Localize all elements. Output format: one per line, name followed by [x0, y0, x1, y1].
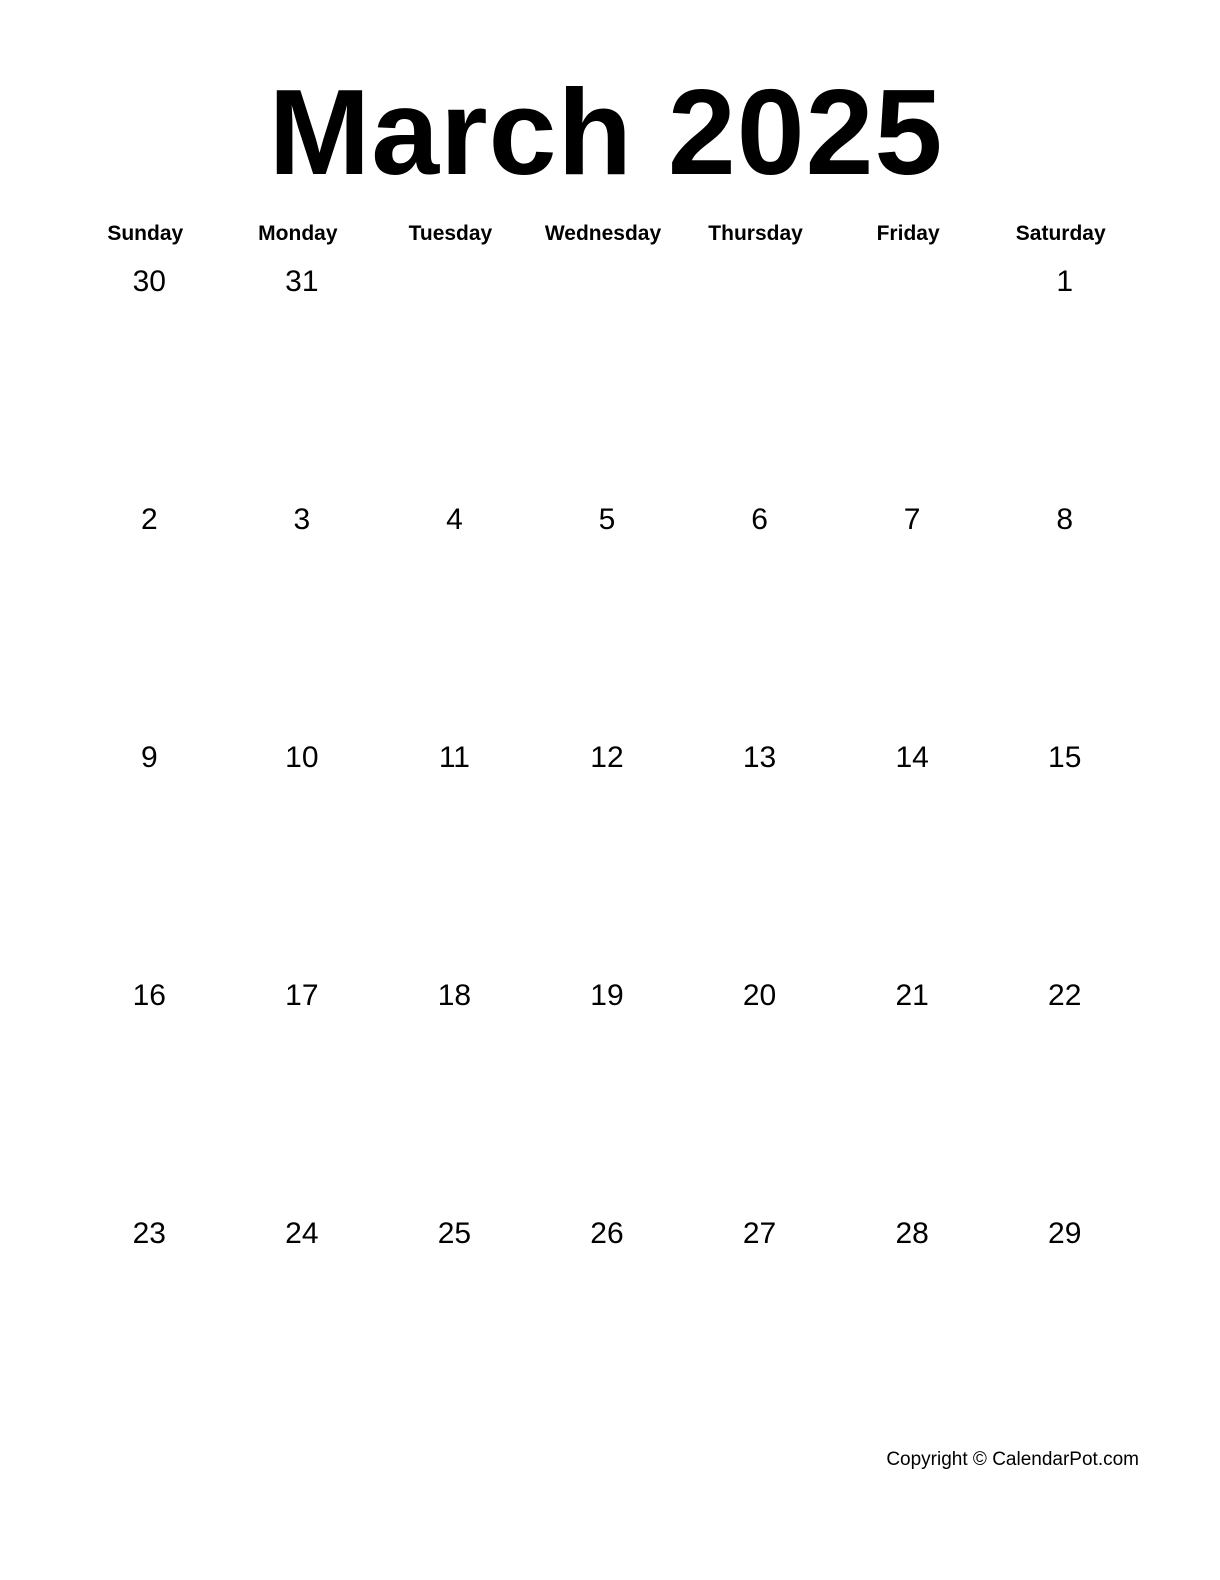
- day-cell: 31: [285, 265, 319, 298]
- day-cell: 9: [140, 741, 158, 774]
- weekday-sunday: Sunday: [107, 222, 184, 245]
- day-cell: 3: [293, 503, 311, 536]
- day-cell: 6: [751, 503, 768, 536]
- weekday-saturday: Saturday: [1015, 222, 1106, 245]
- day-cell: 12: [590, 741, 624, 774]
- day-cell: 4: [446, 503, 463, 536]
- calendar-grid: [73, 220, 1141, 1454]
- day-cell: 27: [742, 1217, 777, 1250]
- weekday-thursday: Thursday: [708, 222, 803, 245]
- day-cell: 14: [895, 741, 929, 774]
- calendar-days: [73, 264, 1141, 1454]
- day-cell: 2: [140, 503, 158, 536]
- day-cell: 15: [1048, 741, 1082, 774]
- day-cell: 16: [132, 979, 166, 1012]
- day-cell: 1: [1056, 265, 1074, 298]
- day-cell: 20: [742, 979, 777, 1012]
- day-cell: [683, 264, 836, 502]
- day-cell: [378, 264, 531, 502]
- weekday-friday: Friday: [876, 222, 940, 245]
- day-cell: 10: [285, 741, 319, 774]
- day-cell: 19: [590, 979, 624, 1012]
- day-cell: 5: [598, 503, 616, 536]
- day-cell: 22: [1048, 979, 1082, 1012]
- day-cell: 24: [285, 1217, 319, 1250]
- weekday-tuesday: Tuesday: [408, 222, 493, 245]
- day-cell: 21: [895, 979, 929, 1012]
- calendar-title: March 2025: [268, 64, 944, 200]
- day-cell: 28: [895, 1217, 929, 1250]
- day-cell: 11: [438, 741, 470, 774]
- weekday-monday: Monday: [258, 222, 338, 245]
- weekday-wednesday: Wednesday: [544, 222, 662, 245]
- copyright-text: Copyright © CalendarPot.com: [886, 1449, 1139, 1470]
- day-cell: 25: [437, 1217, 472, 1250]
- day-cell: 23: [132, 1217, 166, 1250]
- day-cell: [836, 264, 989, 502]
- day-cell: 29: [1048, 1217, 1082, 1250]
- day-cell: [531, 264, 684, 502]
- day-cell: 7: [903, 503, 921, 536]
- day-cell: 17: [285, 979, 319, 1012]
- day-cell: 8: [1056, 503, 1074, 536]
- weekday-header: [73, 220, 1141, 250]
- day-cell: 30: [132, 265, 166, 298]
- day-cell: 13: [742, 741, 777, 774]
- day-cell: 26: [590, 1217, 624, 1250]
- day-cell: 18: [437, 979, 472, 1012]
